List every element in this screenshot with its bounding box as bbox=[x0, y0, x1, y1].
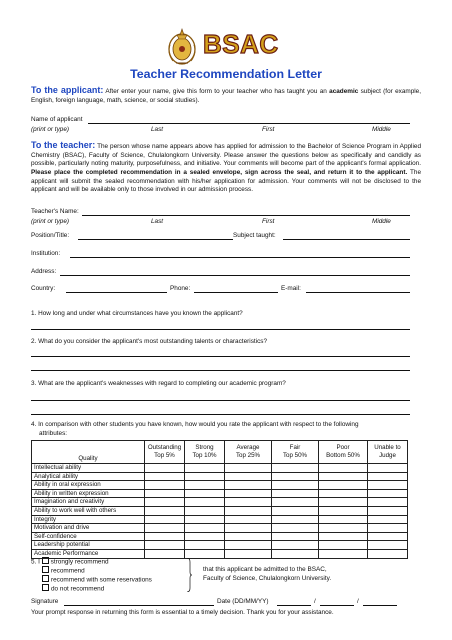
rating-cell[interactable] bbox=[272, 541, 319, 550]
q5-prefix-text: 5. I bbox=[31, 558, 40, 566]
rating-cell[interactable] bbox=[185, 489, 225, 498]
teacher-instructions bbox=[31, 139, 421, 195]
rating-cell[interactable] bbox=[319, 506, 368, 515]
rating-cell[interactable] bbox=[272, 515, 319, 524]
rating-cell[interactable] bbox=[319, 532, 368, 541]
brace-icon bbox=[186, 558, 192, 592]
header-label: Quality bbox=[78, 455, 98, 462]
rating-cell[interactable] bbox=[225, 532, 272, 541]
rating-cell[interactable] bbox=[145, 549, 185, 558]
date-month-field[interactable] bbox=[320, 605, 354, 606]
teacher-middle-label: Middle bbox=[372, 218, 391, 225]
table-row bbox=[32, 481, 408, 490]
email-label: E-mail: bbox=[281, 285, 301, 292]
question-4: 4. In comparison with other students you have known, how would you rate the applicant with respect to the following bbox=[31, 421, 359, 428]
quality-label: Ability to work well with others bbox=[32, 506, 145, 515]
q5-option: recommend with some reservations bbox=[51, 576, 152, 584]
quality-column-header bbox=[32, 441, 145, 464]
applicant-name-field[interactable] bbox=[88, 123, 410, 124]
rating-cell[interactable] bbox=[225, 489, 272, 498]
question-1: 1. How long and under what circumstances have you known the applicant? bbox=[31, 310, 243, 317]
rating-cell[interactable] bbox=[145, 489, 185, 498]
rating-cell[interactable] bbox=[368, 464, 408, 473]
checkbox[interactable] bbox=[42, 557, 49, 564]
rating-cell[interactable] bbox=[272, 472, 319, 481]
subject-label: Subject taught: bbox=[233, 232, 276, 239]
rating-cell[interactable] bbox=[319, 464, 368, 473]
quality-label: Intellectual ability bbox=[32, 464, 145, 473]
rating-column-header bbox=[145, 441, 185, 464]
applicant-instructions bbox=[31, 84, 421, 105]
rating-cell[interactable] bbox=[185, 472, 225, 481]
applicant-instruction-bold: academic bbox=[329, 88, 359, 95]
rating-cell[interactable] bbox=[319, 549, 368, 558]
country-field[interactable] bbox=[66, 292, 167, 293]
question-4-cont: attributes: bbox=[39, 430, 68, 437]
header-label: Outstanding bbox=[147, 444, 182, 451]
quality-label: Ability in written expression bbox=[32, 489, 145, 498]
rating-cell[interactable] bbox=[185, 515, 225, 524]
rating-table-header bbox=[32, 441, 408, 464]
header-sublabel: Top 50% bbox=[282, 452, 308, 459]
teacher-para-text: The person whose name appears above has applied for admission to the Bachelor of Science Program in Applied Chemistry (BSAC), Faculty of Science, Chulalongkorn University. Please answer the questions below as specifically and candidly as possible, particularly noting maturity, purposefulness, and initiative. Your comments will become part of the applicant's formal application. bbox=[31, 143, 422, 168]
email-field[interactable] bbox=[306, 292, 410, 293]
rating-cell[interactable] bbox=[225, 506, 272, 515]
q5-statement-1: that this applicant be admitted to the BSAC, bbox=[203, 566, 327, 573]
rating-column-header bbox=[368, 441, 408, 464]
teacher-first-label: First bbox=[262, 218, 275, 225]
rating-cell[interactable] bbox=[225, 541, 272, 550]
table-row bbox=[32, 472, 408, 481]
rating-cell[interactable] bbox=[225, 524, 272, 533]
rating-cell[interactable] bbox=[319, 524, 368, 533]
checkbox[interactable] bbox=[42, 566, 49, 573]
rating-column-header bbox=[272, 441, 319, 464]
applicant-middle-label: Middle bbox=[372, 126, 391, 133]
table-row bbox=[32, 506, 408, 515]
rating-cell[interactable] bbox=[272, 549, 319, 558]
quality-label: Analytical ability bbox=[32, 472, 145, 481]
rating-column-header bbox=[225, 441, 272, 464]
rating-cell[interactable] bbox=[145, 464, 185, 473]
header-sublabel: Bottom 50% bbox=[326, 452, 360, 459]
rating-cell[interactable] bbox=[272, 481, 319, 490]
question-3: 3. What are the applicant's weaknesses with regard to completing our academic program? bbox=[31, 380, 286, 387]
rating-cell[interactable] bbox=[319, 472, 368, 481]
rating-cell[interactable] bbox=[272, 498, 319, 507]
teacher-para-bold: Please place the completed recommendation in a sealed envelope, sign across the seal, and return it to the applicant. bbox=[31, 168, 408, 176]
address-label: Address: bbox=[31, 268, 57, 275]
rating-cell[interactable] bbox=[185, 464, 225, 473]
rating-cell[interactable] bbox=[368, 472, 408, 481]
rating-cell[interactable] bbox=[145, 472, 185, 481]
rating-cell[interactable] bbox=[319, 489, 368, 498]
rating-cell[interactable] bbox=[368, 481, 408, 490]
rating-cell[interactable] bbox=[225, 549, 272, 558]
position-label: Position/Title: bbox=[31, 232, 70, 239]
rating-cell[interactable] bbox=[368, 541, 408, 550]
date-year-field[interactable] bbox=[363, 605, 397, 606]
rating-column-header bbox=[319, 441, 368, 464]
rating-cell[interactable] bbox=[368, 498, 408, 507]
answer-line[interactable] bbox=[31, 356, 410, 357]
table-row bbox=[32, 464, 408, 473]
table-row bbox=[32, 489, 408, 498]
rating-cell[interactable] bbox=[368, 524, 408, 533]
table-row bbox=[32, 515, 408, 524]
answer-line[interactable] bbox=[31, 370, 410, 371]
header-sublabel: Top 10% bbox=[192, 452, 217, 459]
answer-line[interactable] bbox=[31, 400, 410, 401]
rating-cell[interactable] bbox=[319, 541, 368, 550]
rating-cell[interactable] bbox=[319, 481, 368, 490]
rating-cell[interactable] bbox=[145, 541, 185, 550]
header-sublabel: Top 5% bbox=[154, 452, 175, 459]
rating-cell[interactable] bbox=[145, 524, 185, 533]
rating-cell[interactable] bbox=[185, 532, 225, 541]
rating-cell[interactable] bbox=[368, 549, 408, 558]
rating-cell[interactable] bbox=[368, 515, 408, 524]
rating-cell[interactable] bbox=[145, 532, 185, 541]
date-separator: / bbox=[357, 598, 359, 605]
teacher-print-label: (print or type) bbox=[31, 218, 70, 225]
applicant-heading: To the applicant: bbox=[31, 85, 104, 95]
header-label: Average bbox=[236, 444, 260, 451]
quality-label: Leadership potential bbox=[32, 541, 145, 550]
rating-cell[interactable] bbox=[225, 472, 272, 481]
header-label: Fair bbox=[289, 444, 301, 451]
rating-cell[interactable] bbox=[145, 498, 185, 507]
rating-table bbox=[31, 440, 408, 559]
date-day-field[interactable] bbox=[277, 605, 311, 606]
q5-option: do not recommend bbox=[51, 585, 105, 593]
rating-cell[interactable] bbox=[225, 515, 272, 524]
table-row bbox=[32, 532, 408, 541]
date-label: Date (DD/MM/YY) bbox=[217, 598, 269, 605]
page-title: Teacher Recommendation Letter bbox=[130, 67, 322, 81]
logo-text: BSAC bbox=[203, 29, 279, 59]
quality-label: Ability in oral expression bbox=[32, 481, 145, 490]
rating-cell[interactable] bbox=[145, 506, 185, 515]
subject-field[interactable] bbox=[283, 239, 410, 240]
rating-cell[interactable] bbox=[145, 515, 185, 524]
q5-option: recommend bbox=[51, 567, 85, 575]
rating-cell[interactable] bbox=[185, 506, 225, 515]
teacher-para-rest: The applicant will submit the sealed recommendation with his/her application for admission. Your comments will not be disclosed to the applicant and will be available only to those involved in our admission process. bbox=[31, 168, 421, 194]
quality-label: Self-confidence bbox=[32, 532, 145, 541]
applicant-first-label: First bbox=[262, 126, 275, 133]
address-field[interactable] bbox=[60, 275, 410, 276]
q5-option: strongly recommend bbox=[50, 558, 109, 566]
header-label: Poor bbox=[336, 444, 350, 451]
rating-cell[interactable] bbox=[185, 481, 225, 490]
header-label: Strong bbox=[195, 444, 214, 451]
rating-cell[interactable] bbox=[368, 532, 408, 541]
applicant-instruction-text: After enter your name, give this form to your teacher who has taught you an bbox=[105, 88, 330, 95]
rating-cell[interactable] bbox=[272, 464, 319, 473]
rating-cell[interactable] bbox=[272, 524, 319, 533]
applicant-name-label: Name of applicant bbox=[31, 116, 83, 123]
header-sublabel: Top 25% bbox=[235, 452, 261, 459]
checkbox[interactable] bbox=[42, 584, 49, 591]
rating-column-header bbox=[185, 441, 225, 464]
rating-cell[interactable] bbox=[272, 532, 319, 541]
rating-cell[interactable] bbox=[185, 498, 225, 507]
quality-label: Motivation and drive bbox=[32, 524, 145, 533]
applicant-instruction-rest: subject (for example, English, foreign language, math, science, or social studies). bbox=[31, 88, 421, 104]
rating-cell[interactable] bbox=[185, 541, 225, 550]
country-label: Country: bbox=[31, 285, 56, 292]
phone-field[interactable] bbox=[194, 292, 278, 293]
rating-cell[interactable] bbox=[272, 506, 319, 515]
rating-cell[interactable] bbox=[225, 498, 272, 507]
quality-label: Integrity bbox=[32, 515, 145, 524]
teacher-last-label: Last bbox=[151, 218, 164, 225]
rating-cell[interactable] bbox=[225, 481, 272, 490]
signature-field[interactable] bbox=[64, 605, 214, 606]
question-2: 2. What do you consider the applicant's most outstanding talents or characteristics? bbox=[31, 338, 268, 345]
applicant-last-label: Last bbox=[151, 126, 164, 133]
quality-label: Academic Performance bbox=[32, 549, 145, 558]
footer-note: Your prompt response in returning this form is essential to a timely decision. Thank you for your assistance. bbox=[31, 609, 334, 616]
table-row bbox=[32, 541, 408, 550]
rating-cell[interactable] bbox=[272, 489, 319, 498]
rating-cell[interactable] bbox=[225, 464, 272, 473]
rating-cell[interactable] bbox=[368, 506, 408, 515]
phone-label: Phone: bbox=[170, 285, 191, 292]
crest-icon bbox=[165, 25, 199, 67]
applicant-print-label: (print or type) bbox=[31, 126, 70, 133]
rating-cell[interactable] bbox=[319, 498, 368, 507]
rating-cell[interactable] bbox=[145, 481, 185, 490]
signature-label: Signature bbox=[31, 598, 59, 605]
q5-option-row bbox=[42, 584, 104, 594]
rating-cell[interactable] bbox=[368, 489, 408, 498]
bsac-logo bbox=[161, 25, 291, 67]
rating-cell[interactable] bbox=[319, 515, 368, 524]
table-row bbox=[32, 524, 408, 533]
checkbox[interactable] bbox=[42, 575, 49, 582]
answer-line[interactable] bbox=[31, 414, 410, 415]
position-field[interactable] bbox=[78, 239, 233, 240]
quality-label: Imagination and creativity bbox=[32, 498, 145, 507]
table-row bbox=[32, 498, 408, 507]
answer-line[interactable] bbox=[31, 329, 410, 330]
header-sublabel: Judge bbox=[379, 452, 396, 459]
q5-statement-2: Faculty of Science, Chulalongkorn University. bbox=[203, 575, 332, 582]
teacher-heading: To the teacher: bbox=[31, 140, 96, 150]
teacher-name-field[interactable] bbox=[82, 215, 410, 216]
header-label: Unable to bbox=[374, 444, 401, 451]
date-separator: / bbox=[314, 598, 316, 605]
rating-cell[interactable] bbox=[185, 524, 225, 533]
teacher-name-label: Teacher's Name: bbox=[31, 208, 79, 215]
institution-field[interactable] bbox=[70, 257, 410, 258]
institution-label: Institution: bbox=[31, 250, 61, 257]
rating-cell[interactable] bbox=[185, 549, 225, 558]
